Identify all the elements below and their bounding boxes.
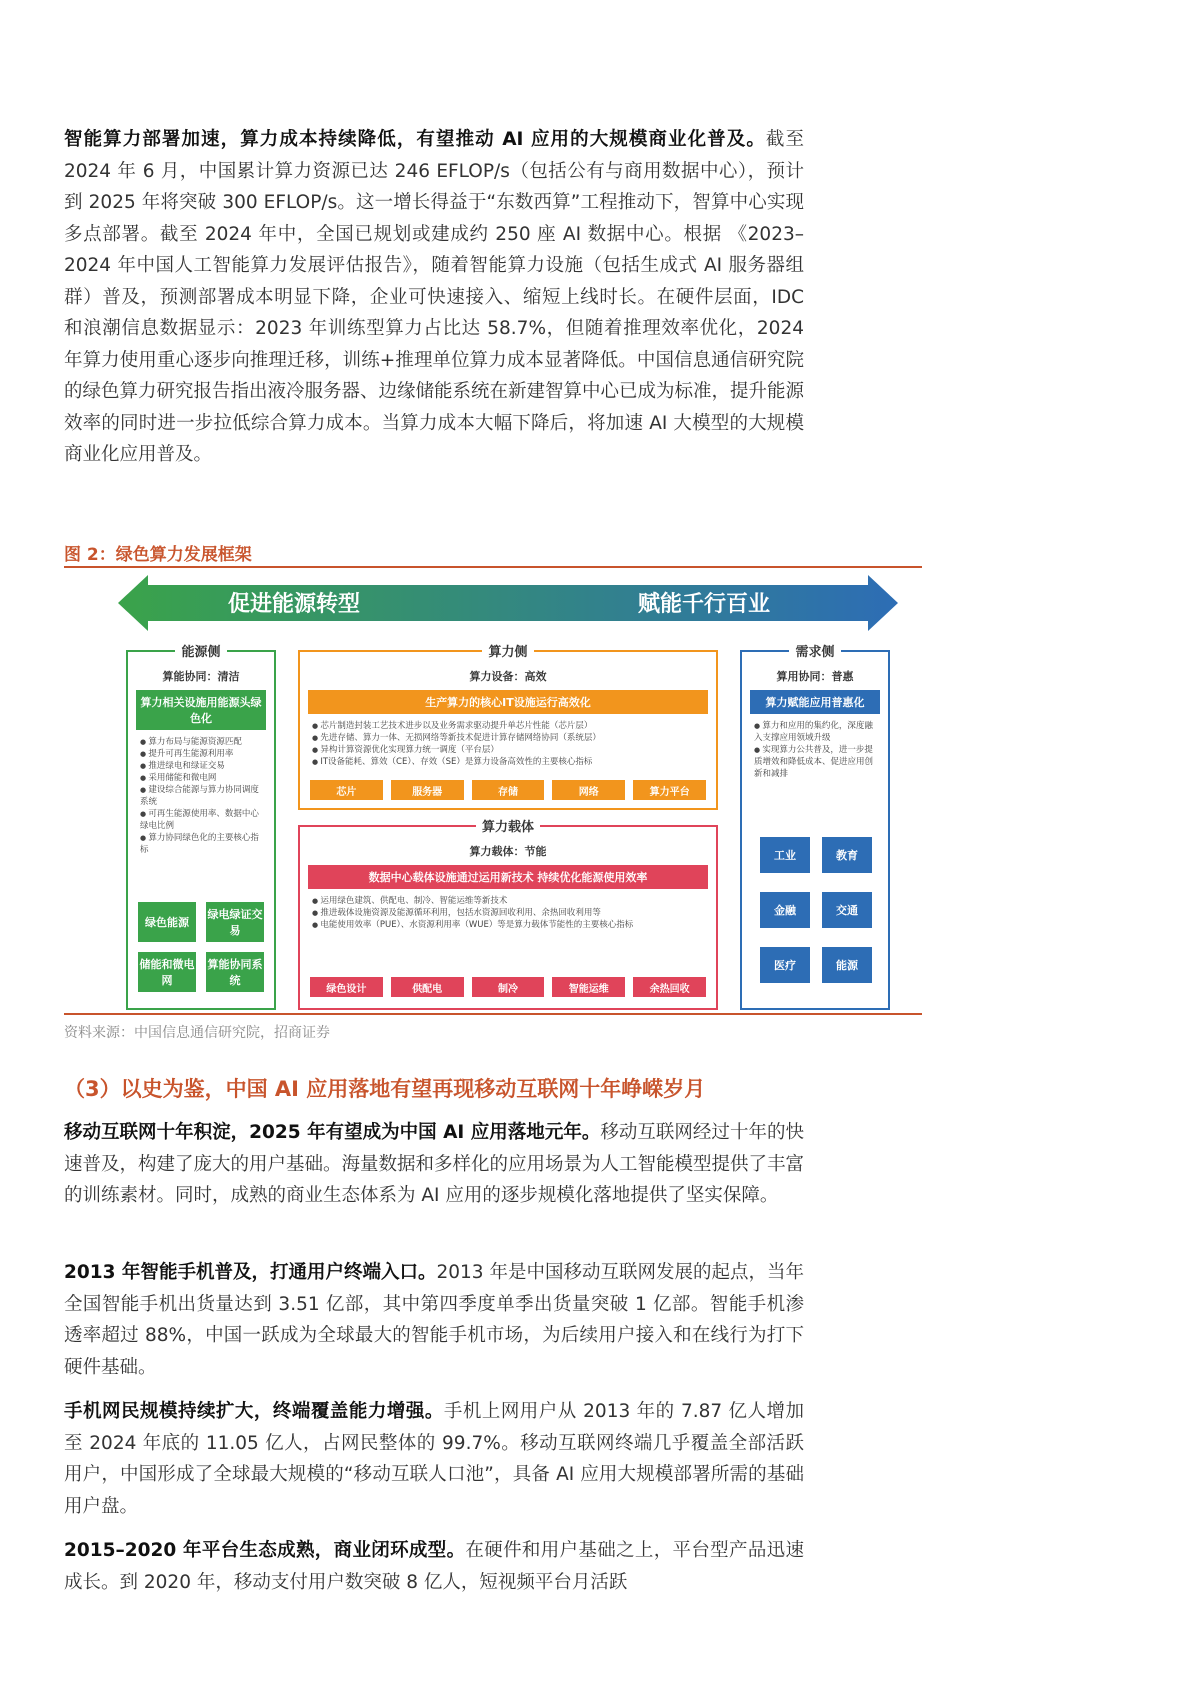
carrier-bullets: ● 运用绿色建筑、供配电、制冷、智能运维等新技术 ● 推进载体设施资源及能源循环利用，包括水资源回收利用、余热回收利用等 ● 电能使用效率（PUE）、水资源利用率（WUE）等是算力载体节能性的主要核心指标 [312, 895, 706, 931]
para3-lead: 2013 年智能手机普及，打通用户终端入口。 [64, 1262, 437, 1283]
para2-lead: 移动互联网十年积淀，2025 年有望成为中国 AI 应用落地元年。 [64, 1122, 601, 1143]
para4-body: 手机上网用户从 2013 年的 7.87 亿人增加至 2024 年底的 11.05 亿人，占网民整体的 99.7%。移动互联网终端几乎覆盖全部活跃用户，中国形成了全球最大规模的“移动互联人口池”，具备 AI 应用大规模部署所需的基础用户盘。 [64, 1401, 805, 1517]
arrow-right-label: 赋能千行百业 [638, 592, 771, 617]
paragraph-smartphone-2013 [64, 1257, 804, 1383]
arrow-left-label: 促进能源转型 [228, 592, 361, 617]
tile-storage-grid: 储能和微电网 [138, 952, 196, 992]
green-compute-framework-figure [118, 575, 898, 1015]
tile-platform: 算力平台 [633, 780, 706, 800]
tile-chip: 芯片 [310, 780, 383, 800]
figure-bottom-rule [64, 1013, 922, 1015]
compute-carrier-panel [298, 820, 718, 1010]
tile-green-energy: 绿色能源 [138, 902, 196, 942]
tile-energy: 能源 [822, 947, 872, 983]
demand-side-panel [740, 645, 890, 1010]
compute-tiles [310, 780, 706, 800]
tile-cooling: 制冷 [472, 977, 545, 997]
carrier-title: 算力载体 [476, 820, 540, 835]
tile-transport: 交通 [822, 892, 872, 928]
demand-title: 需求侧 [789, 645, 840, 660]
energy-title: 能源侧 [175, 645, 226, 660]
tile-network: 网络 [552, 780, 625, 800]
demand-bullets: ● 算力和应用的集约化，深度融入支撑应用领域升级 ● 实现算力公共普及，进一步提质增效和降低成本、促进应用创新和减排 [754, 720, 878, 780]
energy-side-panel [126, 645, 276, 1010]
tile-power: 供配电 [391, 977, 464, 997]
tile-industry: 工业 [760, 837, 810, 873]
tile-heat-recovery: 余热回收 [633, 977, 706, 997]
compute-side-panel [298, 645, 718, 810]
tile-smart-ops: 智能运维 [552, 977, 625, 997]
figure-top-rule [64, 566, 922, 568]
energy-subtitle: 算能协同：清洁 [162, 670, 240, 683]
para5-lead: 2015–2020 年平台生态成熟，商业闭环成型。 [64, 1540, 466, 1561]
tile-storage: 存储 [472, 780, 545, 800]
tile-server: 服务器 [391, 780, 464, 800]
figure-source: 资料来源：中国信息通信研究院，招商证券 [64, 1025, 330, 1041]
para4-lead: 手机网民规模持续扩大，终端覆盖能力增强。 [64, 1401, 444, 1422]
para1-body: 截至 2024 年 6 月，中国累计算力资源已达 246 EFLOP/s（包括公有与商用数据中心），预计到 2025 年将突破 300 EFLOP/s。这一增长得益于“东数西算”工程推动下，智算中心实现多点部署。截至 2024 年中，全国已规划或建成约 250 座 AI 数据中心。根据 《2023–2024 年中国人工智能算力发展评估报告》，随着智能算力设施（包括生成式 AI 服务器组群）普及，预测部署成本明显下降，企业可快速接入、缩短上线时长。在硬件层面，IDC 和浪潮信息数据显示：2023 年训练型算力占比达 58.7%，但随着推理效率优化，2024 年算力使用重心逐步向推理迁移，训练+推理单位算力成本显著降低。中国信息通信研究院的绿色算力研究报告指出液冷服务器、边缘储能系统在新建智算中心已成为标准，提升能源效率的同时进一步拉低综合算力成本。当算力成本大幅下降后，将加速 AI 大模型的大规模商业化应用普及。 [64, 129, 805, 465]
carrier-band: 数据中心载体设施通过运用新技术 持续优化能源使用效率 [308, 865, 708, 889]
energy-bullets: ● 算力布局与能源资源匹配 ● 提升可再生能源利用率 ● 推进绿电和绿证交易 ● 采用储能和微电网 ● 建设综合能源与算力协同调度系统 ● 可再生能源使用率、数据中心绿电比例 ● 算力协同绿色化的主要核心指标 [140, 736, 264, 856]
tile-education: 教育 [822, 837, 872, 873]
compute-subtitle: 算力设备：高效 [469, 670, 547, 683]
tile-finance: 金融 [760, 892, 810, 928]
energy-band: 算力相关设施用能源头绿色化 [136, 690, 266, 730]
para2-body: 移动互联网经过十年的快速普及，构建了庞大的用户基础。海量数据和多样化的应用场景为人工智能模型提供了丰富的训练素材。同时，成熟的商业生态体系为 AI 应用的逐步规模化落地提供了坚实保障。 [64, 1122, 805, 1206]
figure-title: 图 2：绿色算力发展框架 [64, 545, 252, 565]
para1-lead: 智能算力部署加速，算力成本持续降低，有望推动 AI 应用的大规模商业化普及。 [64, 129, 766, 150]
carrier-tiles [310, 977, 706, 997]
demand-subtitle: 算用协同：普惠 [776, 670, 854, 683]
paragraph-mobile-users [64, 1396, 804, 1522]
carrier-subtitle: 算力载体：节能 [469, 845, 547, 858]
paragraph-mobile-decade [64, 1117, 804, 1212]
tile-green-design: 绿色设计 [310, 977, 383, 997]
tile-compute-energy-sync: 算能协同系统 [206, 952, 264, 992]
compute-band: 生产算力的核心IT设施运行高效化 [308, 690, 708, 714]
compute-bullets: ● 芯片制造封装工艺技术进步以及业务需求驱动提升单芯片性能（芯片层） ● 先进存储、算力一体、无损网络等新技术促进计算存储网络协同（系统层） ● 异构计算资源优化实现算力统一调度（平台层） ● IT设备能耗、算效（CE）、存效（SE）是算力设备高效性的主要核心指标 [312, 720, 706, 768]
compute-title: 算力侧 [482, 645, 533, 660]
tile-green-cert: 绿电绿证交易 [206, 902, 264, 942]
para3-body: 2013 年是中国移动互联网发展的起点，当年全国智能手机出货量达到 3.51 亿部，其中第四季度单季出货量突破 1 亿部。智能手机渗透率超过 88%，中国一跃成为全球最大的智能手机市场，为后续用户接入和在线行为打下硬件基础。 [64, 1262, 804, 1378]
demand-band: 算力赋能应用普惠化 [750, 690, 880, 714]
para5-body: 在硬件和用户基础之上，平台型产品迅速成长。到 2020 年，移动支付用户数突破 8 亿人，短视频平台月活跃 [64, 1540, 804, 1593]
paragraph-compute-cost [64, 124, 804, 471]
section-heading: （3）以史为鉴，中国 AI 应用落地有望再现移动互联网十年峥嵘岁月 [64, 1077, 706, 1101]
paragraph-platform-ecosystem [64, 1535, 804, 1598]
tile-medical: 医疗 [760, 947, 810, 983]
